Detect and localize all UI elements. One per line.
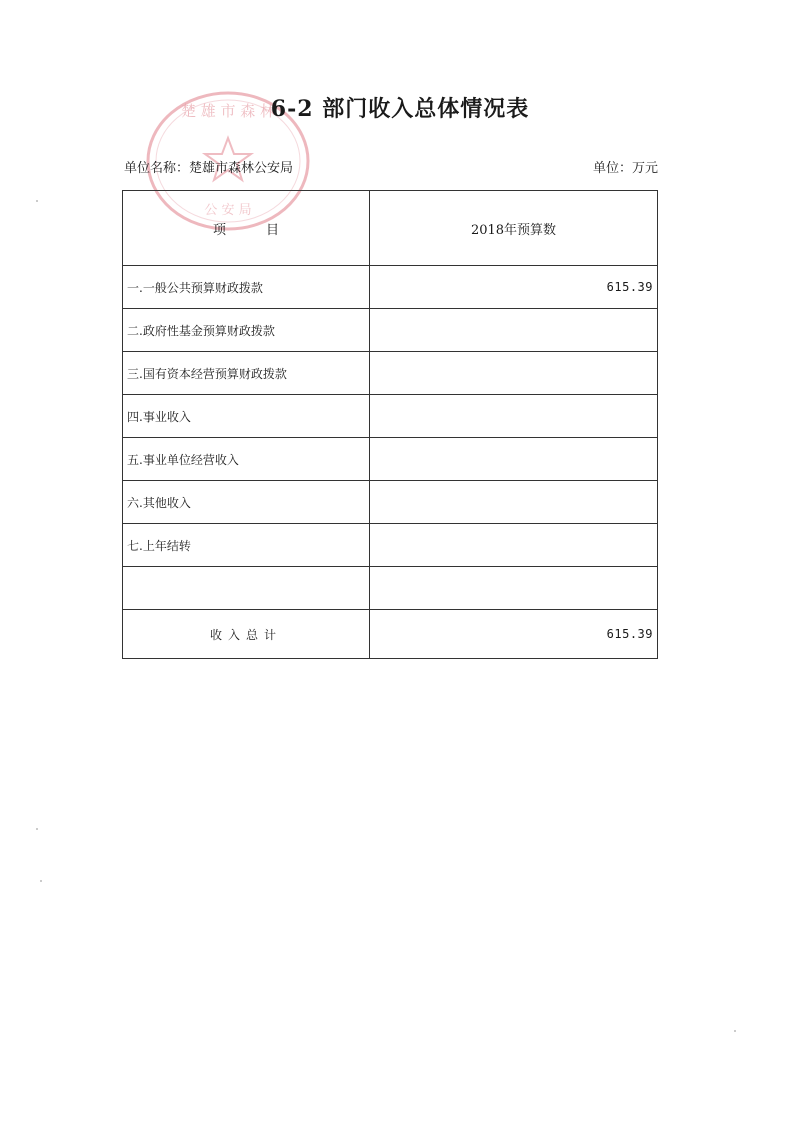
header-item-right: 目 <box>266 222 280 238</box>
row-value <box>370 438 658 481</box>
svg-text:楚 雄 市 森 林: 楚 雄 市 森 林 <box>180 102 276 120</box>
row-label: 四.事业收入 <box>123 395 370 438</box>
row-label: 一.一般公共预算财政拨款 <box>123 266 370 309</box>
table-row <box>123 395 658 438</box>
row-value <box>370 481 658 524</box>
row-label: 七.上年结转 <box>123 524 370 567</box>
unit-name: 单位名称：楚雄市森林公安局 <box>124 161 294 176</box>
table-row <box>123 266 658 309</box>
table-row <box>123 567 658 610</box>
row-value <box>370 352 658 395</box>
total-row <box>123 610 658 659</box>
table-row <box>123 352 658 395</box>
scan-speck <box>40 880 42 882</box>
scan-speck <box>734 1030 736 1032</box>
table-row <box>123 438 658 481</box>
currency-unit: 单位：万元 <box>592 161 658 176</box>
header-item-left: 项 <box>212 222 226 238</box>
total-label: 收入总计 <box>123 610 370 659</box>
header-budget-2018: 2018年预算数 <box>370 191 658 266</box>
row-label <box>123 567 370 610</box>
row-value <box>370 395 658 438</box>
row-value <box>370 309 658 352</box>
svg-text:公 安 局: 公 安 局 <box>204 203 252 218</box>
row-label: 三.国有资本经营预算财政拨款 <box>123 352 370 395</box>
row-label: 六.其他收入 <box>123 481 370 524</box>
header-item <box>123 191 370 266</box>
table-row <box>123 481 658 524</box>
total-value: 615.39 <box>370 610 658 659</box>
income-table <box>122 190 658 659</box>
scan-speck <box>36 200 38 202</box>
row-value <box>370 567 658 610</box>
row-value <box>370 524 658 567</box>
row-value: 615.39 <box>370 266 658 309</box>
table-header-row <box>123 191 658 266</box>
table-row <box>123 309 658 352</box>
table-row <box>123 524 658 567</box>
row-label: 二.政府性基金预算财政拨款 <box>123 309 370 352</box>
scan-speck <box>36 828 38 830</box>
row-label: 五.事业单位经营收入 <box>123 438 370 481</box>
page-title: 6-2 部门收入总体情况表 <box>270 96 530 122</box>
